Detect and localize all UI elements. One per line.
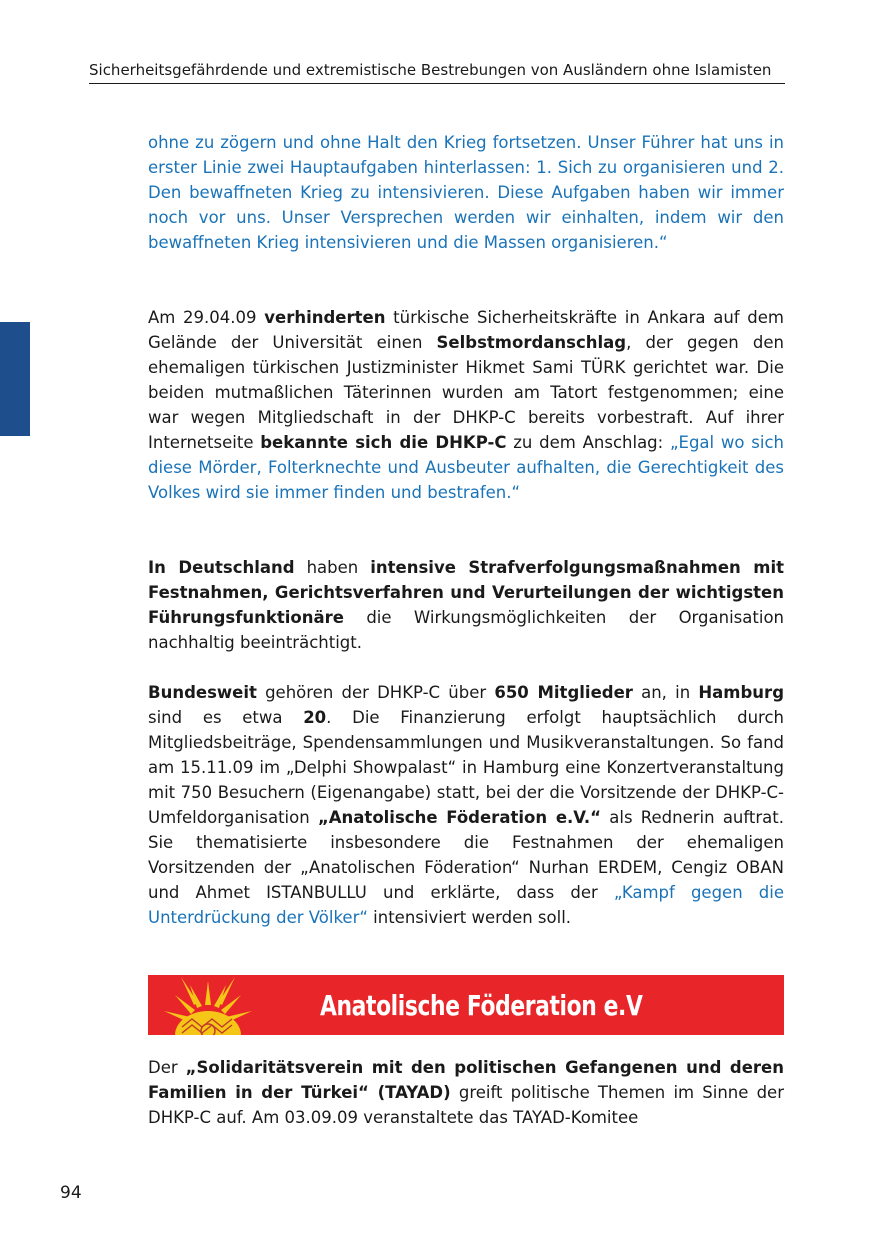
emphasis: „Anatolische Föderation e.V.“	[317, 808, 602, 827]
page-number: 94	[60, 1183, 82, 1203]
text: intensiviert werden soll.	[367, 908, 572, 927]
text: haben	[294, 558, 371, 577]
paragraph-germany-prosecution	[148, 555, 784, 655]
paragraph-tayad	[148, 1055, 784, 1130]
quote-text: „Kampf gegen die Unterdrückung der Völker“	[148, 883, 784, 927]
emphasis: 650 Mitglieder	[494, 683, 633, 702]
running-header: Sicherheitsgefährdende und extremistische Bestrebungen von Ausländern ohne Islamisten	[89, 61, 772, 79]
emphasis: „Solidaritätsverein mit den politischen Gefangenen und deren Familien in der Türkei“ (TAYAD)	[148, 1058, 784, 1102]
header-rule	[89, 83, 785, 84]
text: . Die Finanzierung erfolgt hauptsächlich durch Mitgliedsbeiträge, Spendensammlungen und Musikveranstaltungen. So fand am 15.11.09 im „Delphi Showpalast“ in Hamburg eine Konzertveranstaltung mit 750 Besuchern (Eigenangabe) statt, bei der die Vorsitzende der DHKP-C-Umfeldorganisation	[148, 708, 784, 827]
sun-logo-icon	[148, 975, 268, 1035]
text: gehören der DHKP-C über	[256, 683, 495, 702]
anatolische-foederation-banner	[148, 975, 784, 1035]
banner-title: Anatolische Föderation e.V	[320, 989, 643, 1022]
emphasis: 20	[303, 708, 327, 727]
paragraph-membership	[148, 680, 784, 930]
emphasis: Selbstmordanschlag	[436, 333, 627, 352]
chapter-side-tab	[0, 322, 30, 436]
paragraph-suicide-attack	[148, 305, 784, 505]
paragraph-quote-continuation	[148, 130, 784, 255]
emphasis: Bundesweit	[148, 683, 257, 702]
quote-text: ohne zu zögern und ohne Halt den Krieg fortsetzen. Unser Führer hat uns in erster Linie zwei Hauptaufgaben hinterlassen: 1. Sich zu organisieren und 2. Den bewaffneten Krieg zu intensivieren. Diese Aufgaben haben wir immer noch vor uns. Unser Versprechen werden wir einhalten, indem wir den bewaffneten Krieg intensivieren und die Massen organisieren.“	[148, 133, 784, 252]
text: zu dem Anschlag:	[506, 433, 670, 452]
emphasis: bekannte sich die DHKP-C	[260, 433, 507, 452]
text: türkische Sicherheitskräfte in Ankara auf dem Gelände der Universität einen	[148, 308, 785, 352]
text: die Wirkungsmöglichkeiten der Organisation nachhaltig beeinträchtigt.	[148, 608, 784, 652]
text: als Rednerin auftrat. Sie thematisierte insbesondere die Festnahmen der ehemaligen Vorsitzenden der „Anatolischen Föderation“ Nurhan ERDEM, Cengiz OBAN und Ahmet ISTANBULLU und erklärte, dass der	[148, 808, 784, 902]
emphasis: verhinderten	[264, 308, 386, 327]
text: sind es etwa	[148, 708, 304, 727]
text: Am 29.04.09	[148, 308, 265, 327]
emphasis: In Deutschland	[148, 558, 295, 577]
text: Der	[148, 1058, 186, 1077]
text: an, in	[632, 683, 699, 702]
quote-text: „Egal wo sich diese Mörder, Folterknechte und Ausbeuter aufhalten, die Gerechtigkeit des Volkes wird sie immer finden und bestrafen.“	[148, 433, 784, 502]
emphasis: intensive Strafverfolgungsmaßnahmen mit Festnahmen, Gerichtsverfahren und Verurteilungen der wichtigsten Führungsfunktionäre	[148, 558, 784, 627]
text: , der gegen den ehemaligen türkischen Justizminister Hikmet Sami TÜRK gerichtet war. Die beiden mutmaßlichen Täterinnen wurden am Tatort festgenommen; eine war wegen Mitgliedschaft in der DHKP-C bereits vorbestraft. Auf ihrer Internetseite	[148, 333, 784, 452]
text: greift politische Themen im Sinne der DHKP-C auf. Am 03.09.09 veranstaltete das TAYAD-Komitee	[148, 1083, 784, 1127]
emphasis: Hamburg	[698, 683, 785, 702]
